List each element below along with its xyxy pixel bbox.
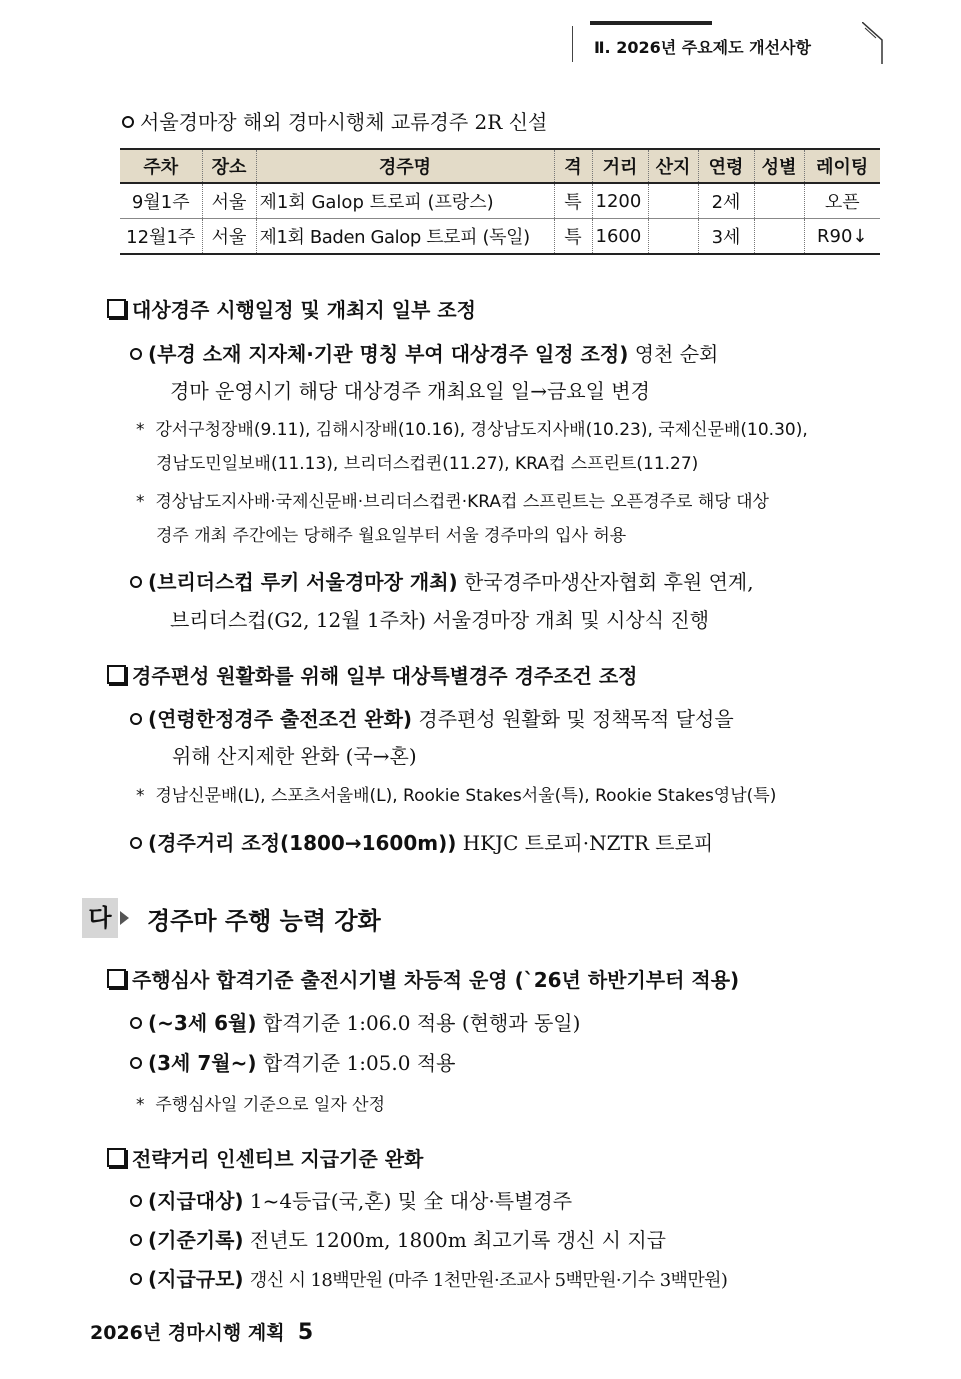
list-item: (지급대상) 1~4등급(국,혼) 및 全 대상·특별경주 [130, 1185, 572, 1214]
note: * 주행심사일 기준으로 일자 산정 [136, 1095, 386, 1115]
circle-bullet-icon [130, 576, 142, 588]
page-footer: 2026년 경마시행 계획 5 [90, 1320, 314, 1345]
table-row: 9월1주 서울 제1회 Galop 트로피 (프랑스) 특 1200 2세 오픈 [120, 183, 880, 219]
section-title: 경주편성 원활화를 위해 일부 대상특별경주 경주조건 조정 [107, 660, 637, 689]
circle-bullet-icon [130, 1234, 142, 1246]
list-item-continuation: 경마 운영시기 해당 대상경주 개최요일 일→금요일 변경 [170, 379, 650, 403]
col-race-name: 경주명 [256, 149, 554, 183]
race-table [120, 148, 880, 255]
table-row: 12월1주 서울 제1회 Baden Galop 트로피 (독일) 특 1600 3세 R90↓ [120, 219, 880, 255]
circle-bullet-icon [130, 1057, 142, 1069]
part-label: 다 [82, 898, 118, 938]
list-item: (~3세 6월) 합격기준 1:06.0 적용 (현행과 동일) [130, 1007, 580, 1036]
list-item: (연령한정경주 출전조건 완화) 경주편성 원활화 및 정책목적 달성을 [130, 703, 734, 732]
note: * 경상남도지사배·국제신문배·브리더스컵퀸·KRA컵 스프린트는 오픈경주로 해당 대상 [136, 492, 769, 512]
section-title: 주행심사 합격기준 출전시기별 차등적 운영 (`26년 하반기부터 적용) [107, 964, 739, 993]
header-divider [572, 26, 573, 62]
note: * 경남신문배(L), 스포츠서울배(L), Rookie Stakes서울(특), Rookie Stakes영남(특) [136, 786, 777, 806]
circle-bullet-icon [130, 1017, 142, 1029]
list-item: (3세 7월~) 합격기준 1:05.0 적용 [130, 1047, 455, 1076]
circle-bullet-icon [130, 1195, 142, 1207]
list-item: (부경 소재 지자체·기관 명칭 부여 대상경주 일정 조정) 영천 순회 [130, 338, 718, 367]
circle-bullet-icon [130, 713, 142, 725]
col-venue: 장소 [202, 149, 256, 183]
col-grade: 격 [554, 149, 592, 183]
list-item-continuation: 브리더스컵(G2, 12월 1주차) 서울경마장 개최 및 시상식 진행 [170, 608, 710, 632]
square-bullet-icon [107, 1148, 126, 1167]
note-continuation: 경남도민일보배(11.13), 브리더스컵퀸(11.27), KRA컵 스프린트(11.27) [156, 454, 699, 474]
col-rating: 레이팅 [804, 149, 880, 183]
section-title: 대상경주 시행일정 및 개최지 일부 조정 [107, 294, 476, 323]
list-item: (경주거리 조정(1800→1600m)) HKJC 트로피·NZTR 트로피 [130, 827, 713, 856]
part-title: 경주마 주행 능력 강화 [147, 907, 381, 935]
list-item: (지급규모) 갱신 시 18백만원 (마주 1천만원·조교사 5백만원·기수 3백만원) [130, 1263, 727, 1292]
circle-bullet-icon [130, 348, 142, 360]
col-distance: 거리 [592, 149, 648, 183]
note-continuation: 경주 개최 주간에는 당해주 월요일부터 서울 경주마의 입사 허용 [156, 526, 627, 546]
page-corner-fold-icon [862, 22, 884, 64]
circle-bullet-icon [130, 837, 142, 849]
page-number: 5 [297, 1320, 314, 1345]
circle-bullet-icon [122, 116, 134, 128]
note: * 강서구청장배(9.11), 김해시장배(10.16), 경상남도지사배(10.23), 국제신문배(10.30), [136, 420, 808, 440]
col-age: 연령 [698, 149, 754, 183]
col-sex: 성별 [754, 149, 804, 183]
triangle-right-icon [120, 911, 129, 925]
square-bullet-icon [107, 299, 126, 318]
circle-bullet-icon [130, 1273, 142, 1285]
list-item: (브리더스컵 루키 서울경마장 개최) 한국경주마생산자협회 후원 연계, [130, 566, 754, 595]
header-title: Ⅱ. 2026년 주요제도 개선사항 [594, 38, 811, 57]
list-item: (기준기록) 전년도 1200m, 1800m 최고기록 갱신 시 지급 [130, 1224, 666, 1253]
intro-line: 서울경마장 해외 경마시행체 교류경주 2R 신설 [122, 106, 547, 135]
col-week: 주차 [120, 149, 202, 183]
list-item-continuation: 위해 산지제한 완화 (국→혼) [172, 744, 417, 768]
header-bar [590, 21, 712, 25]
table-header-row [120, 149, 880, 183]
section-title: 전략거리 인센티브 지급기준 완화 [107, 1143, 423, 1172]
square-bullet-icon [107, 969, 126, 988]
square-bullet-icon [107, 665, 126, 684]
col-origin: 산지 [648, 149, 698, 183]
